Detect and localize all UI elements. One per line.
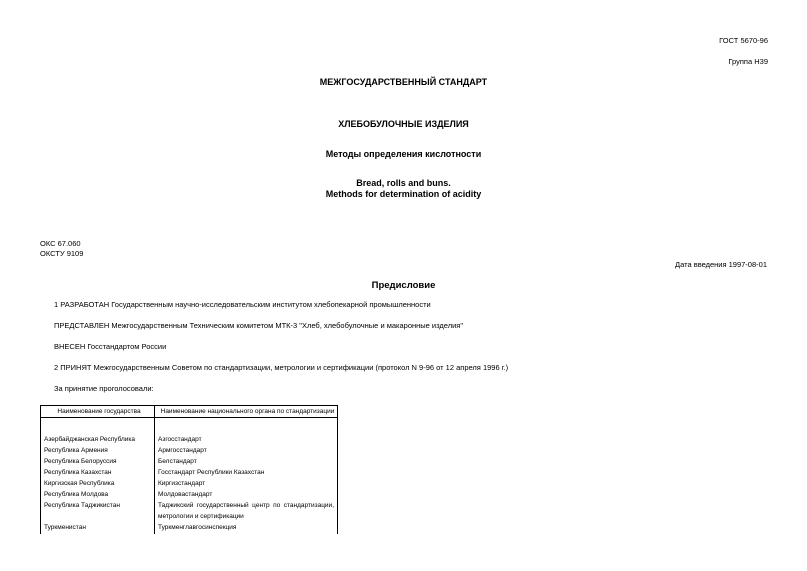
table-cell-body: Армгосстандарт xyxy=(155,445,338,456)
table-cell-state: Туркменистан xyxy=(41,522,155,534)
table-row xyxy=(41,489,338,500)
table-cell-body: Молдовастандарт xyxy=(155,489,338,500)
table-cell-state: Республика Казахстан xyxy=(41,467,155,478)
preface-developed: 1 РАЗРАБОТАН Государственным научно-исследовательским институтом хлебопекарной промышленности xyxy=(54,300,431,309)
preface-introduced: ВНЕСЕН Госстандартом России xyxy=(54,342,167,351)
table-row xyxy=(41,500,338,522)
table-cell-body: Белстандарт xyxy=(155,456,338,467)
product-title: ХЛЕБОБУЛОЧНЫЕ ИЗДЕЛИЯ xyxy=(338,119,469,129)
table-cell-state: Азербайджанская Республика xyxy=(41,434,155,445)
document-code: ГОСТ 5670-96 xyxy=(719,36,768,45)
table-row xyxy=(41,456,338,467)
oks-code: ОКС 67.060 xyxy=(40,239,81,248)
standard-type-title: МЕЖГОСУДАРСТВЕННЫЙ СТАНДАРТ xyxy=(319,77,488,87)
table-row xyxy=(41,445,338,456)
okstu-code: ОКСТУ 9109 xyxy=(40,249,84,258)
voting-table xyxy=(40,405,338,534)
methods-title: Методы определения кислотности xyxy=(325,149,482,159)
table-header-body: Наименование национального органа по стандартизации xyxy=(155,406,338,418)
table-cell-state: Республика Таджикистан xyxy=(41,500,155,522)
table-row xyxy=(41,467,338,478)
table-row xyxy=(41,434,338,445)
table-spacer-row xyxy=(41,418,338,435)
preface-presented: ПРЕДСТАВЛЕН Межгосударственным Техническим комитетом МТК-3 "Хлеб, хлебобулочные и макаронные изделия" xyxy=(54,321,463,330)
effective-date: Дата введения 1997-08-01 xyxy=(675,260,767,269)
table-header-state: Наименование государства xyxy=(41,406,155,418)
preface-adopted: 2 ПРИНЯТ Межгосударственным Советом по стандартизации, метрологии и сертификации (протокол N 9-96 от 12 апреля 1996 г.) xyxy=(54,363,509,372)
table-cell-body: Туркменглавгосинспекция xyxy=(155,522,338,534)
table-cell-body: Таджикский государственный центр по стандартизации, метрологии и сертификации xyxy=(155,500,338,522)
table-header-row xyxy=(41,406,338,418)
table-cell-body: Азгосстандарт xyxy=(155,434,338,445)
table-cell-state: Республика Молдова xyxy=(41,489,155,500)
preface-voted: За принятие проголосовали: xyxy=(54,384,154,393)
english-title-line1: Bread, rolls and buns. xyxy=(356,178,451,188)
preface-heading: Предисловие xyxy=(371,280,436,291)
table-cell-body: Госстандарт Республики Казахстан xyxy=(155,467,338,478)
table-cell-body: Киргизстандарт xyxy=(155,478,338,489)
table-cell-state: Киргизская Республика xyxy=(41,478,155,489)
document-group: Группа Н39 xyxy=(728,57,768,66)
table-cell-state: Республика Белоруссия xyxy=(41,456,155,467)
table-row xyxy=(41,522,338,534)
table-cell-state: Республика Армения xyxy=(41,445,155,456)
table-row xyxy=(41,478,338,489)
english-title-line2: Methods for determination of acidity xyxy=(325,189,482,199)
